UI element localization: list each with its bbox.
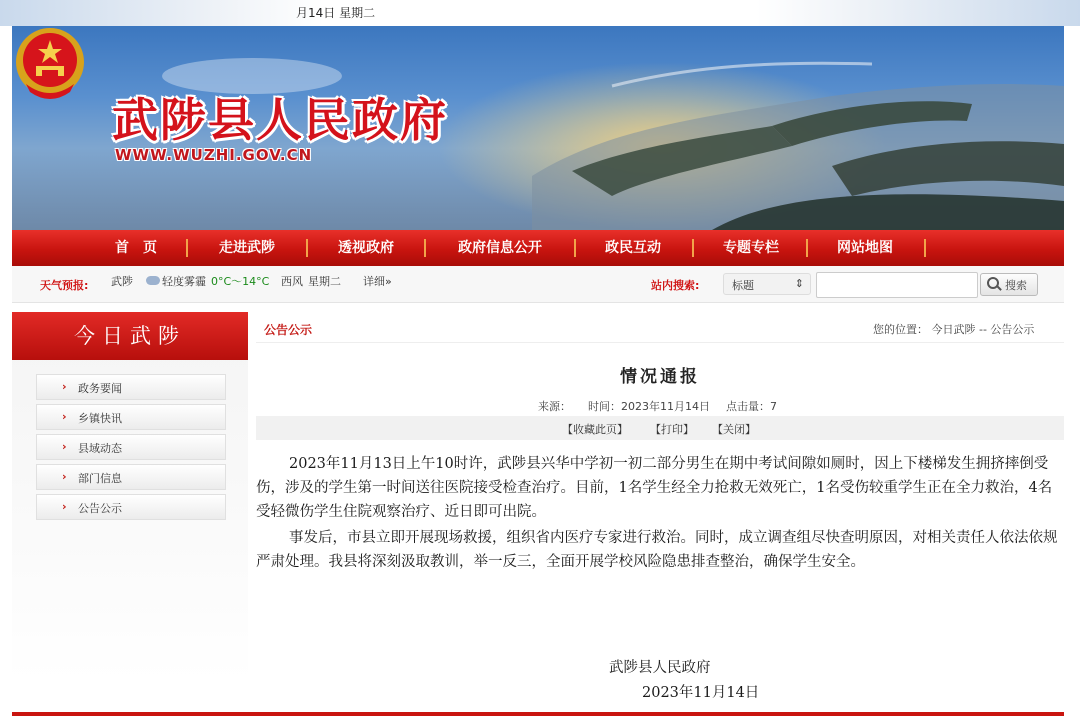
site-url: WWW.WUZHI.GOV.CN: [115, 146, 313, 164]
paragraph-text: 2023年11月13日上午10时许，武陟县兴华中学初一初二部分男生在期中考试间隙如厕时，因上下楼梯发生拥挤摔倒受伤，涉及的学生第一时间送往医院接受检查治疗。目前，1名学生经全力抢救无效死亡，1名受伤较重学生正在全力救治，4名受轻微伤学生住院观察治疗、近日即可出院。: [256, 456, 1053, 520]
article-sign-date: 2023年11月14日: [642, 685, 760, 701]
nav-item-topics[interactable]: 专题专栏: [723, 240, 779, 256]
nav-separator: [574, 239, 576, 257]
nav-item-interaction[interactable]: 政民互动: [605, 240, 661, 256]
main-nav: [12, 230, 1064, 266]
nav-item-government[interactable]: 透视政府: [338, 240, 394, 256]
search-input[interactable]: [816, 272, 978, 298]
sidebar-item-department-info[interactable]: [36, 464, 226, 490]
sidebar-item-county-news[interactable]: [36, 434, 226, 460]
search-label: 站内搜索:: [651, 279, 700, 292]
arrow-right-icon: ›: [62, 500, 67, 513]
close-link[interactable]: 【关闭】: [712, 423, 756, 436]
sidebar-item-label: 政务要闻: [78, 382, 122, 395]
meta-time: 时间：2023年11月14日: [588, 400, 710, 413]
weather-search-bar: [12, 266, 1064, 303]
weather-condition: 轻度雾霾: [162, 275, 206, 288]
nav-separator: [806, 239, 808, 257]
divider: [256, 342, 1064, 343]
weather-weekday: 星期二: [308, 275, 341, 288]
chevron-updown-icon: ⇕: [794, 277, 804, 290]
print-link[interactable]: 【打印】: [650, 423, 694, 436]
article-title: 情况通报: [620, 367, 700, 387]
arrow-right-icon: ›: [62, 410, 67, 423]
sidebar-item-label: 部门信息: [78, 472, 122, 485]
sidebar: [12, 312, 248, 682]
meta-clicks: 点击量：7: [726, 400, 777, 413]
arrow-right-icon: ›: [62, 470, 67, 483]
sidebar-item-town-news[interactable]: [36, 404, 226, 430]
search-field-select[interactable]: [723, 273, 811, 295]
sidebar-item-government-news[interactable]: [36, 374, 226, 400]
meta-source: 来源：: [538, 400, 571, 413]
search-button-label: 搜索: [1005, 279, 1027, 292]
sidebar-item-label: 公告公示: [78, 502, 122, 515]
nav-item-sitemap[interactable]: 网站地图: [837, 240, 893, 256]
nav-item-about[interactable]: 走进武陟: [219, 240, 275, 256]
article-paragraph: [256, 526, 1064, 574]
sidebar-item-announcements[interactable]: [36, 494, 226, 520]
arrow-right-icon: ›: [62, 380, 67, 393]
nav-item-info-disclosure[interactable]: 政府信息公开: [458, 240, 542, 256]
weather-city: 武陟: [111, 275, 133, 288]
site-title: 武陟县人民政府: [112, 93, 448, 147]
bookmark-link[interactable]: 【收藏此页】: [562, 423, 628, 436]
paragraph-text: 事发后，市县立即开展现场救援，组织省内医疗专家进行救治。同时，成立调查组尽快查明原因，对相关责任人依法依规严肃处理。我县将深刻汲取教训，举一反三，全面开展学校风险隐患排查整治，确保学生安全。: [256, 530, 1058, 570]
breadcrumb: 您的位置： 今日武陟 -- 公告公示: [873, 323, 1035, 336]
sidebar-item-label: 乡镇快讯: [78, 412, 122, 425]
magnifier-handle: [996, 285, 1002, 291]
section-title[interactable]: 公告公示: [264, 323, 313, 337]
weather-details-link[interactable]: 详细»: [363, 275, 392, 288]
nav-separator: [692, 239, 694, 257]
article-tools: [256, 416, 1064, 440]
sidebar-item-label: 县域动态: [78, 442, 122, 455]
sidebar-title: 今日武陟: [12, 312, 248, 360]
footer-divider: [12, 712, 1064, 716]
search-button[interactable]: [980, 273, 1038, 296]
current-date: 月14日 星期二: [296, 6, 376, 20]
nav-item-home[interactable]: 首 页: [115, 240, 157, 256]
nav-separator: [924, 239, 926, 257]
weather-label: 天气预报:: [40, 279, 89, 292]
nav-separator: [186, 239, 188, 257]
national-emblem-icon: [12, 26, 88, 102]
cloud-icon: [146, 276, 160, 285]
top-date-bar: [0, 0, 1080, 26]
weather-temperature: 0°C～14°C: [211, 275, 270, 288]
nav-separator: [306, 239, 308, 257]
weather-wind: 西风: [281, 275, 303, 288]
nav-separator: [424, 239, 426, 257]
site-banner: [12, 26, 1064, 230]
arrow-right-icon: ›: [62, 440, 67, 453]
search-field-value: 标题: [732, 279, 754, 292]
article-signature: 武陟县人民政府: [609, 660, 711, 676]
article-paragraph: [256, 452, 1064, 524]
